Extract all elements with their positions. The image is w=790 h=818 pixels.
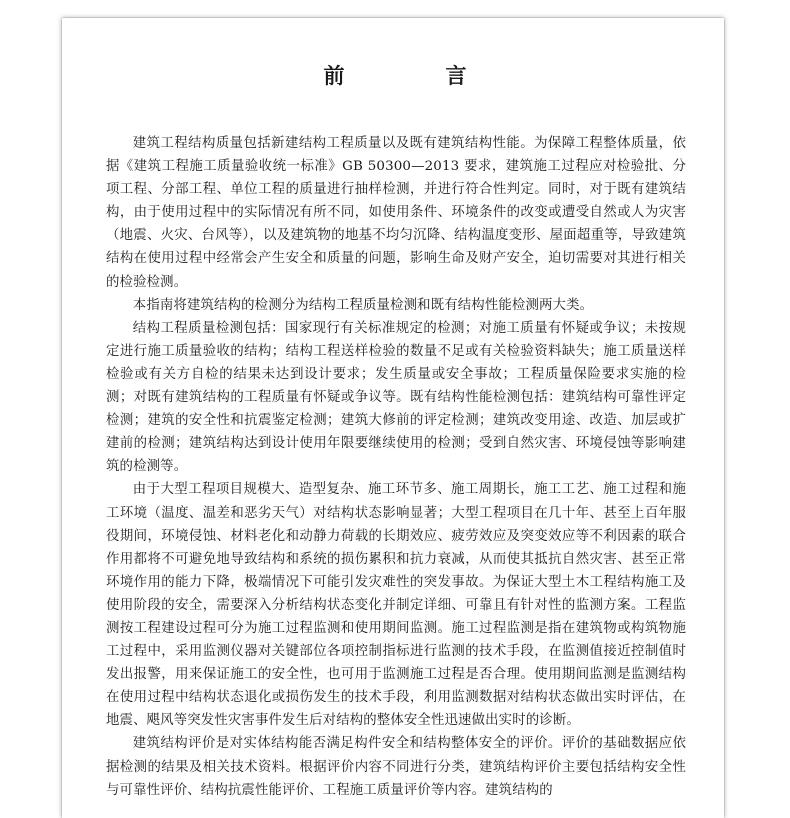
paragraph-2: 本指南将建筑结构的检测分为结构工程质量检测和既有结构性能检测两大类。 (132, 297, 594, 313)
page-title: 前 言 (323, 64, 507, 88)
preface-body (106, 132, 686, 802)
paragraph-3: 结构工程质量检测包括：国家现行有关标准规定的检测；对施工质量有怀疑或争议；未按规定进行施工质量验收的结构；结构工程送样检验的数量不足或有关检验资料缺失；施工质量送样检验或有关方自检的结果未达到设计要求；发生质量或安全事故；工程质量保险要求实施的检测；对既有建筑结构的工程质量有怀疑或争议等。既有结构性能检测包括：建筑结构可靠性评定检测；建筑的安全性和抗震鉴定检测；建筑大修前的评定检测；建筑改变用途、改造、加层或扩建前的检测；建筑结构达到设计使用年限要继续使用的检测；受到自然灾害、环境侵蚀等影响建筑的检测等。 (106, 320, 686, 475)
paragraph-5: 建筑结构评价是对实体结构能否满足构件安全和结构整体安全的评价。评价的基础数据应依据检测的结果及相关技术资料。根据评价内容不同进行分类，建筑结构评价主要包括结构安全性与可靠性评价、结构抗震性能评价、工程施工质量评价等内容。建筑结构的 (106, 736, 686, 798)
paragraph-4: 由于大型工程项目规模大、造型复杂、施工环节多、施工周期长，施工工艺、施工过程和施工环境（温度、温差和恶劣天气）对结构状态影响显著；大型工程项目在几十年、甚至上百年服役期间，环境侵蚀、材料老化和动静力荷载的长期效应、疲劳效应及突变效应等不利因素的联合作用都将不可避免地导致结构和系统的损伤累积和抗力衰减，从而使其抵抗自然灾害、甚至正常环境作用的能力下降，极端情况下可能引发灾难性的突发事故。为保证大型土木工程结构施工及使用阶段的安全，需要深入分析结构状态变化并制定详细、可靠且有针对性的监测方案。工程监测按工程建设过程可分为施工过程监测和使用期间监测。施工过程监测是指在建筑物或构筑物施工过程中，采用监测仪器对关键部位各项控制指标进行监测的技术手段，在监测值接近控制值时发出报警，用来保证施工的安全性，也可用于监测施工过程是否合理。使用期间监测是监测结构在使用过程中结构状态退化或损伤发生的技术手段，利用监测数据对结构状态做出实时评估，在地震、飓风等突发性灾害事件发生后对结构的整体安全性迅速做出实时的诊断。 (106, 482, 686, 729)
paragraph-1: 建筑工程结构质量包括新建结构工程质量以及既有建筑结构性能。为保障工程整体质量，依据《建筑工程施工质量验收统一标准》GB 50300—2013 要求，建筑施工过程应对检验批、分项工程、分部工程、单位工程的质量进行抽样检测，并进行符合性判定。同时，对于既有建筑结构，由于使用过程中的实际情况有所不同，如使用条件、环境条件的改变或遭受自然或人为灾害（地震、火灾、台风等），以及建筑物的地基不均匀沉降、结构温度变形、屋面超重等，导致建筑结构在使用过程中经常会产生安全和质量的问题，影响生命及财产安全，迫切需要对其进行相关的检验检测。 (106, 136, 686, 290)
